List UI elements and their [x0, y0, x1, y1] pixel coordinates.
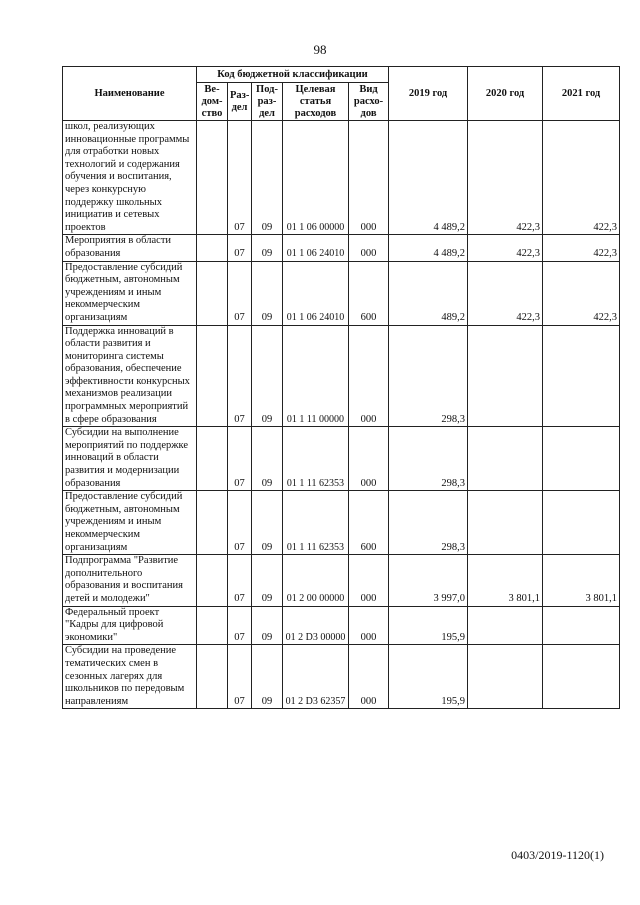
- row-celevaya-statya: 01 2 00 00000: [283, 555, 349, 606]
- row-value-2019: 195,9: [389, 606, 468, 645]
- header-celevaya-statya: Целевая статья расходов: [283, 83, 349, 121]
- header-2019: 2019 год: [389, 67, 468, 121]
- row-razdel: 07: [228, 121, 252, 235]
- row-name: Подпрограмма "Развитие дополнительного образования и воспитания детей и молодежи": [63, 555, 197, 606]
- row-vid-rashodov: 000: [349, 645, 389, 709]
- row-razdel: 07: [228, 555, 252, 606]
- table-row: [63, 555, 620, 606]
- row-vedomstvo: [197, 555, 228, 606]
- row-razdel: 07: [228, 645, 252, 709]
- row-podrazdel: 09: [252, 427, 283, 491]
- document-code: 0403/2019-1120(1): [511, 848, 604, 862]
- row-value-2021: 422,3: [543, 235, 620, 261]
- row-celevaya-statya: 01 1 11 00000: [283, 325, 349, 427]
- row-value-2021: [543, 427, 620, 491]
- header-razdel: Раз- дел: [228, 83, 252, 121]
- row-value-2019: 298,3: [389, 427, 468, 491]
- row-celevaya-statya: 01 2 D3 00000: [283, 606, 349, 645]
- row-vid-rashodov: 000: [349, 235, 389, 261]
- row-value-2020: 422,3: [468, 261, 543, 325]
- row-celevaya-statya: 01 1 11 62353: [283, 427, 349, 491]
- row-vid-rashodov: 000: [349, 427, 389, 491]
- row-value-2021: 422,3: [543, 121, 620, 235]
- row-name: Поддержка инноваций в области развития и мониторинга системы образования, обеспечение эффективности конкурсных механизмов реализации программных мероприятий в сфере образования: [63, 325, 197, 427]
- row-value-2020: 422,3: [468, 235, 543, 261]
- row-name: школ, реализующих инновационные программы для отработки новых технологий и содержания обучения и воспитания, через конкурсную поддержку школьных инициатив и сетевых проектов: [63, 121, 197, 235]
- row-value-2020: [468, 325, 543, 427]
- row-value-2020: 422,3: [468, 121, 543, 235]
- row-value-2019: 4 489,2: [389, 121, 468, 235]
- row-vid-rashodov: 600: [349, 491, 389, 555]
- row-value-2021: [543, 606, 620, 645]
- row-value-2021: 422,3: [543, 261, 620, 325]
- row-value-2020: [468, 645, 543, 709]
- row-razdel: 07: [228, 325, 252, 427]
- row-podrazdel: 09: [252, 121, 283, 235]
- row-razdel: 07: [228, 491, 252, 555]
- row-value-2021: [543, 325, 620, 427]
- table-row: [63, 121, 620, 235]
- row-vedomstvo: [197, 606, 228, 645]
- header-name: Наименование: [63, 67, 197, 121]
- row-celevaya-statya: 01 1 06 24010: [283, 261, 349, 325]
- row-value-2020: 3 801,1: [468, 555, 543, 606]
- row-value-2019: 298,3: [389, 491, 468, 555]
- row-vedomstvo: [197, 325, 228, 427]
- row-value-2019: 195,9: [389, 645, 468, 709]
- row-vid-rashodov: 000: [349, 325, 389, 427]
- row-value-2019: 298,3: [389, 325, 468, 427]
- table-row: [63, 491, 620, 555]
- row-vedomstvo: [197, 427, 228, 491]
- row-name: Предоставление субсидий бюджетным, автономным учреждениям и иным некоммерческим организациям: [63, 491, 197, 555]
- row-podrazdel: 09: [252, 555, 283, 606]
- row-value-2021: 3 801,1: [543, 555, 620, 606]
- row-celevaya-statya: 01 1 06 24010: [283, 235, 349, 261]
- row-value-2021: [543, 645, 620, 709]
- header-vedomstvo: Ве- дом- ство: [197, 83, 228, 121]
- table-row: [63, 261, 620, 325]
- row-vid-rashodov: 000: [349, 555, 389, 606]
- row-vid-rashodov: 000: [349, 606, 389, 645]
- row-value-2019: 3 997,0: [389, 555, 468, 606]
- row-name: Субсидии на выполнение мероприятий по поддержке инноваций в области развития и модернизации образования: [63, 427, 197, 491]
- row-value-2019: 4 489,2: [389, 235, 468, 261]
- row-vedomstvo: [197, 235, 228, 261]
- row-celevaya-statya: 01 1 11 62353: [283, 491, 349, 555]
- row-value-2020: [468, 427, 543, 491]
- header-vid-rashodov: Вид расхо- дов: [349, 83, 389, 121]
- row-name: Предоставление субсидий бюджетным, автономным учреждениям и иным некоммерческим организациям: [63, 261, 197, 325]
- header-podrazdel: Под- раз- дел: [252, 83, 283, 121]
- header-2020: 2020 год: [468, 67, 543, 121]
- row-podrazdel: 09: [252, 645, 283, 709]
- row-value-2020: [468, 491, 543, 555]
- row-razdel: 07: [228, 606, 252, 645]
- row-podrazdel: 09: [252, 325, 283, 427]
- table-row: [63, 606, 620, 645]
- row-celevaya-statya: 01 1 06 00000: [283, 121, 349, 235]
- page-number: 98: [313, 42, 327, 57]
- row-podrazdel: 09: [252, 235, 283, 261]
- row-value-2019: 489,2: [389, 261, 468, 325]
- row-vedomstvo: [197, 121, 228, 235]
- row-vid-rashodov: 000: [349, 121, 389, 235]
- table-row: [63, 645, 620, 709]
- row-name: Мероприятия в области образования: [63, 235, 197, 261]
- table-row: [63, 427, 620, 491]
- budget-table: [62, 66, 620, 709]
- row-vedomstvo: [197, 645, 228, 709]
- row-name: Субсидии на проведение тематических смен в сезонных лагерях для школьников по передовым направлениям: [63, 645, 197, 709]
- header-2021: 2021 год: [543, 67, 620, 121]
- row-value-2020: [468, 606, 543, 645]
- row-name: Федеральный проект "Кадры для цифровой экономики": [63, 606, 197, 645]
- row-razdel: 07: [228, 261, 252, 325]
- row-razdel: 07: [228, 235, 252, 261]
- table-row: [63, 325, 620, 427]
- row-vid-rashodov: 600: [349, 261, 389, 325]
- row-podrazdel: 09: [252, 261, 283, 325]
- row-razdel: 07: [228, 427, 252, 491]
- row-celevaya-statya: 01 2 D3 62357: [283, 645, 349, 709]
- row-value-2021: [543, 491, 620, 555]
- header-classification-group: Код бюджетной классификации: [197, 67, 389, 83]
- row-vedomstvo: [197, 491, 228, 555]
- table-row: [63, 235, 620, 261]
- row-podrazdel: 09: [252, 491, 283, 555]
- row-podrazdel: 09: [252, 606, 283, 645]
- row-vedomstvo: [197, 261, 228, 325]
